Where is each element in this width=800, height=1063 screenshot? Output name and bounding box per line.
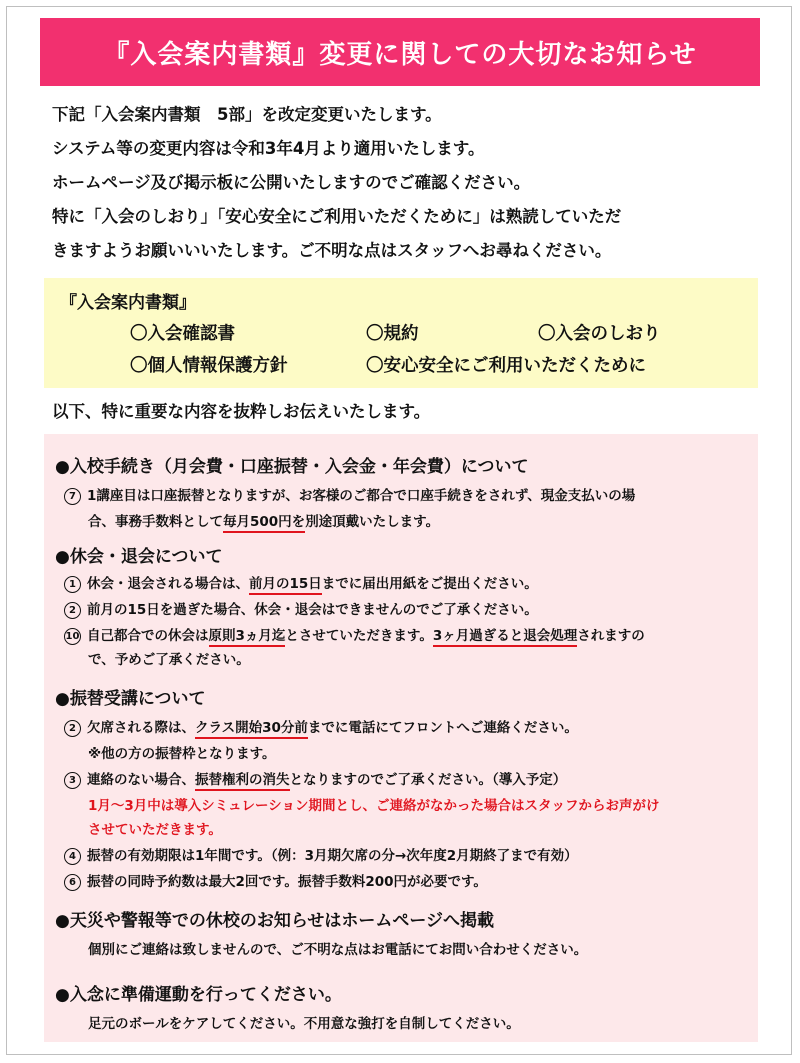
list-item [64, 598, 538, 619]
item-number: 7 [64, 488, 81, 505]
document-item: 〇安心安全にご利用いただくために [366, 356, 646, 376]
intro-text [52, 98, 752, 268]
item-text: 1講座目は口座振替となりますが、お客様のご都合で口座手続きをされず、現金支払いの場 [87, 488, 636, 504]
item-number: 1 [64, 576, 81, 593]
document-item: 〇入会確認書 [130, 324, 235, 344]
documents-title: 『入会案内書類』 [60, 293, 196, 313]
item-text: 連絡のない場合、 [87, 772, 195, 788]
item-text: 振替の同時予約数は最大2回です。振替手数料200円が必要です。 [87, 874, 487, 890]
list-item-continuation: で、予めご了承ください。 [88, 652, 250, 668]
section-heading: ●休会・退会について [55, 547, 223, 567]
document-item: 〇規約 [366, 324, 419, 344]
list-item [64, 768, 566, 789]
document-item: 〇個人情報保護方針 [130, 356, 288, 376]
intro-line: きますようお願いいいたします。ご不明な点はスタッフへお尋ねください。 [52, 241, 612, 260]
item-number: 6 [64, 874, 81, 891]
section-heading: ●天災や警報等での休校のお知らせはホームページへ掲載 [55, 911, 494, 931]
item-number: 4 [64, 848, 81, 865]
emphasis-underline: クラス開始30分前 [195, 720, 308, 739]
item-text: 前月の15日を過ぎた場合、休会・退会はできませんのでご了承ください。 [87, 602, 538, 618]
red-notice: 1月～3月中は導入シミュレーション期間とし、ご連絡がなかった場合はスタッフからお声がけ [88, 798, 660, 814]
item-text: 休会・退会される場合は、 [87, 576, 249, 592]
list-item-continuation [88, 510, 439, 530]
list-item-continuation: ※他の方の振替枠となります。 [88, 746, 276, 762]
red-notice: させていただきます。 [88, 822, 222, 838]
item-number: 10 [64, 628, 81, 645]
item-number: 3 [64, 772, 81, 789]
emphasis-underline: 振替権利の消失 [195, 772, 290, 791]
section-text: 足元のボールをケアしてください。不用意な強打を自制してください。 [88, 1016, 520, 1032]
page-title: 『入会案内書類』変更に関しての大切なお知らせ [40, 18, 760, 86]
list-item [64, 716, 578, 737]
item-text: 合、事務手数料として [88, 514, 223, 530]
lead-text: 以下、特に重要な内容を抜粋しお伝えいたします。 [52, 402, 431, 421]
item-text: となりますのでご了承ください。（導入予定） [289, 772, 567, 788]
item-text: までに届出用紙をご提出ください。 [321, 576, 538, 592]
section-text: 個別にご連絡は致しませんので、ご不明な点はお電話にてお問い合わせください。 [88, 942, 588, 958]
item-text: 自己都合での休会は [87, 628, 209, 644]
emphasis-underline: 3ヶ月過ぎると退会処理 [433, 628, 577, 647]
item-text: 振替の有効期限は1年間です。（例：3月期欠席の分→次年度2月期終了まで有効） [87, 848, 578, 864]
item-text: までに電話にてフロントへご連絡ください。 [307, 720, 578, 736]
item-number: 2 [64, 602, 81, 619]
list-item [64, 572, 538, 593]
item-text: 別途頂戴いたします。 [305, 514, 440, 530]
documents-box [44, 278, 758, 388]
emphasis-underline: 前月の15日 [249, 576, 322, 595]
list-item [64, 624, 645, 645]
intro-line: ホームページ及び掲示板に公開いたしますのでご確認ください。 [52, 173, 531, 192]
item-text: 欠席される際は、 [87, 720, 195, 736]
emphasis-underline: 毎月500円を [223, 514, 305, 533]
list-item [64, 844, 578, 865]
item-number: 2 [64, 720, 81, 737]
intro-line: システム等の変更内容は令和3年4月より適用いたします。 [52, 139, 485, 158]
item-text: とさせていただきます。 [285, 628, 433, 644]
section-heading: ●振替受講について [55, 689, 206, 709]
intro-line: 下記「入会案内書類 5部」を改定変更いたします。 [52, 105, 442, 124]
document-item: 〇入会のしおり [538, 324, 661, 344]
section-heading: ●入校手続き（月会費・口座振替・入会金・年会費）について [55, 457, 529, 477]
intro-line: 特に「入会のしおり」「安心安全にご利用いただくために」は熟読していただ [52, 207, 622, 226]
list-item [64, 484, 635, 505]
item-text: されますの [577, 628, 645, 644]
emphasis-underline: 原則3ヵ月迄 [209, 628, 286, 647]
list-item [64, 870, 487, 891]
section-heading: ●入念に準備運動を行ってください。 [55, 985, 342, 1005]
